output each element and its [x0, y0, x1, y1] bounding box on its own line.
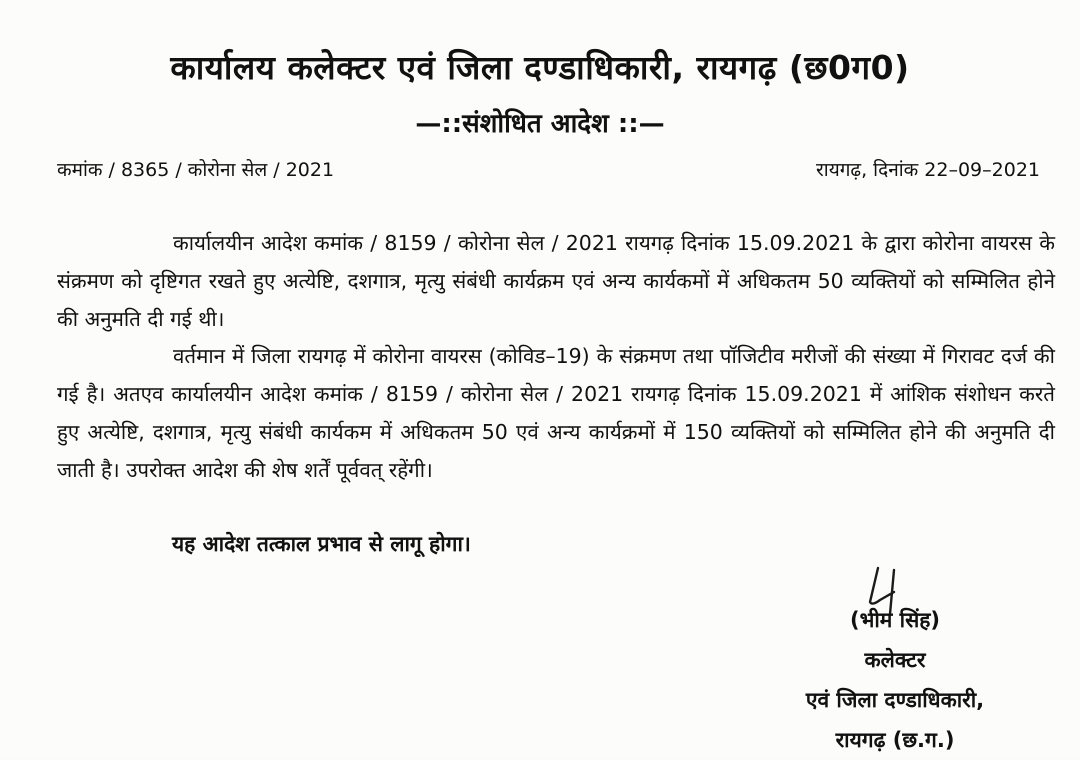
signatory-block	[760, 600, 1030, 760]
order-number: कमांक / 8365 / कोरोना सेल / 2021	[57, 159, 335, 181]
effect-statement: यह आदेश तत्काल प्रभाव से लागू होगा।	[172, 532, 471, 556]
signatory-location: रायगढ़ (छ.ग.)	[835, 728, 955, 752]
body-paragraph-2: वर्तमान में जिला रायगढ़ में कोरोना वायरस (कोविड–19) के संक्रमण तथा पॉजिटीव मरीजों की संख्या में गिरावट दर्ज की गई है। अतएव कार्यालयीन आदेश कमांक / 8159 / कोरोना सेल / 2021 रायगढ़ दिनांक 15.09.2021 में आंशिक संशोधन करते हुए अत्येष्टि, दशगात्र, मृत्यु संबंधी कार्यकम में अधिकतम 50 एवं अन्य कार्यक्रमों में 150 व्यक्तियों को सम्मिलित होने की अनुमति दी जाती है। उपरोक्त आदेश की शेष शर्तें पूर्ववत् रहेंगी।	[57, 344, 1055, 482]
signatory-name: (भीम सिंह)	[849, 608, 941, 632]
order-heading: —::संशोधित आदेश ::—	[415, 109, 665, 139]
signatory-designation-office: एवं जिला दण्डाधिकारी,	[805, 688, 985, 712]
order-date: रायगढ़, दिनांक 22–09–2021	[816, 159, 1040, 181]
office-title: कार्यालय कलेक्टर एवं जिला दण्डाधिकारी, रायगढ़ (छ0ग0)	[170, 48, 910, 87]
signatory-designation: कलेक्टर	[864, 648, 926, 672]
body-paragraph-1: कार्यालयीन आदेश कमांक / 8159 / कोरोना सेल / 2021 रायगढ़ दिनांक 15.09.2021 के द्वारा कोरोना वायरस के संक्रमण को दृष्टिगत रखते हुए अत्येष्टि, दशगात्र, मृत्यु संबंधी कार्यक्रम एवं अन्य कार्यकमों में अधिकतम 50 व्यक्तियों को सम्मिलित होने की अनुमति दी गई थी।	[57, 231, 1055, 331]
